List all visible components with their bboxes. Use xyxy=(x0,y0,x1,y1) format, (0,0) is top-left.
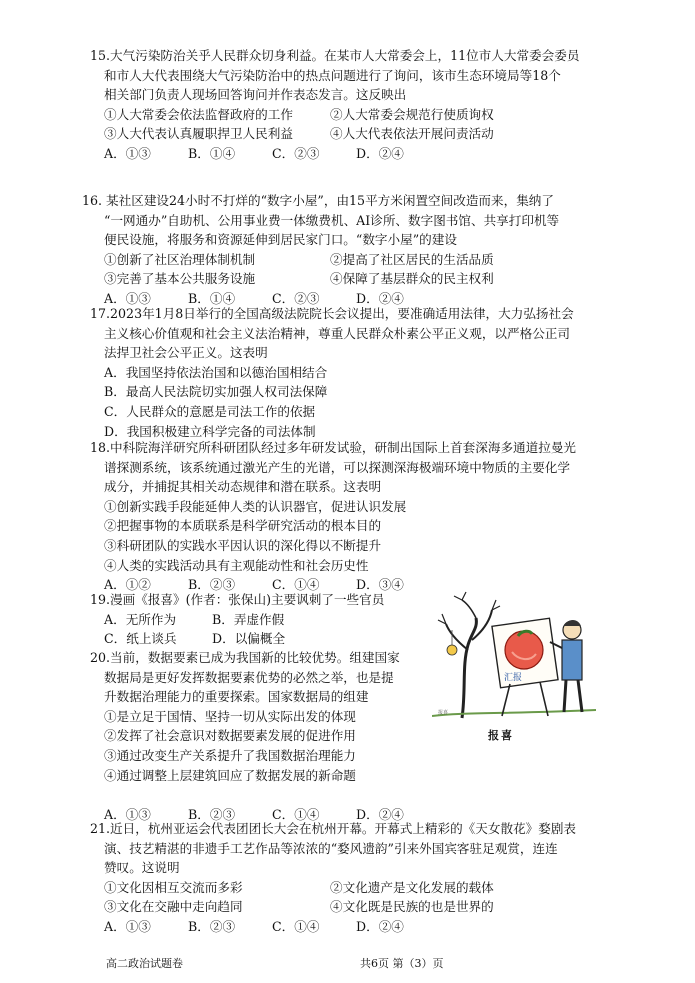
question-number: 17. xyxy=(90,306,111,321)
footer-title: 高二政治试题卷 xyxy=(106,957,183,970)
option-c[interactable]: C．①④ xyxy=(272,577,320,593)
question-20 xyxy=(90,648,424,825)
question-number: 18. xyxy=(90,440,111,455)
question-19-line-1: 19.漫画《报喜》(作者：张保山)主要讽刺了一些官员 xyxy=(90,592,385,607)
option-a[interactable]: A．我国坚持依法治国和以德治国相结合 xyxy=(104,364,328,380)
question-18 xyxy=(90,438,659,595)
option-d[interactable]: D．②④ xyxy=(356,918,404,934)
option-b[interactable]: B．①④ xyxy=(188,290,236,306)
option-a[interactable]: A．①③ xyxy=(104,807,151,823)
statement-3: ③通过改变生产关系提升了我国数据治理能力 xyxy=(104,747,356,763)
option-d[interactable]: D．②④ xyxy=(356,290,404,306)
option-a[interactable]: A．无所作为 xyxy=(104,611,177,627)
option-d[interactable]: D．②④ xyxy=(356,807,404,823)
statements-row: ③人大代表认真履职捍卫人民利益 ④人大代表依法开展问责活动 xyxy=(104,126,494,142)
question-18-line-2: 谱探测系统，该系统通过激光产生的光谱，可以探测深海极端环境中物质的主要化学 xyxy=(104,459,570,475)
option-a[interactable]: A．①③ xyxy=(104,145,151,161)
options-row xyxy=(104,610,424,630)
statement-4: ④通过调整上层建筑回应了数据发展的新命题 xyxy=(104,767,356,783)
question-16-line-2: “一网通办”自助机、公用事业费一体缴费机、AI诊所、数字图书馆、共享打印机等 xyxy=(104,212,560,228)
option-b[interactable]: B．最高人民法院切实加强人权司法保障 xyxy=(104,384,328,400)
sign-text: 汇报 xyxy=(504,673,523,683)
question-number: 21. xyxy=(90,821,111,836)
option-b[interactable]: B．②③ xyxy=(188,577,236,593)
question-number: 20. xyxy=(90,650,111,665)
question-18-line-1: 18.中科院海洋研究所科研团队经过多年研发试验，研制出国际上首套深海多通道拉曼光 xyxy=(90,440,576,455)
option-c[interactable]: C．纸上谈兵 xyxy=(104,631,177,647)
statement-2: ②把握事物的本质联系是科学研究活动的根本目的 xyxy=(104,518,382,534)
statements-row: ③完善了基本公共服务设施 ④保障了基层群众的民主权利 xyxy=(104,271,494,287)
option-b[interactable]: B．②③ xyxy=(188,807,236,823)
statements-row: ①创新了社区治理体制机制 ②提高了社区居民的生活品质 xyxy=(104,251,494,267)
question-15-line-1: 15.大气污染防治关乎人民群众切身利益。在某市人大常委会上，11位市人大常委会委员 xyxy=(90,48,580,63)
question-20-line-2: 数据局是更好发挥数据要素优势的必然之举，也是提 xyxy=(104,669,394,685)
question-19 xyxy=(90,590,424,649)
question-16 xyxy=(82,191,659,309)
statements-row: ①人大常委会依法监督政府的工作 ②人大常委会规范行使质询权 xyxy=(104,106,494,122)
question-number: 19. xyxy=(90,592,111,607)
option-c[interactable]: C．②③ xyxy=(272,145,320,161)
footer-page-number: 共6页 第（3）页 xyxy=(360,957,444,970)
options-row xyxy=(104,144,659,164)
question-18-line-3: 成分，并捕捉其相关动态规律和潜在联系。这表明 xyxy=(104,479,382,495)
options-row xyxy=(104,629,424,649)
question-15 xyxy=(90,46,659,164)
statement-1: ①是立足于国情、坚持一切从实际出发的体现 xyxy=(104,708,356,724)
option-c[interactable]: C．人民群众的意愿是司法工作的依据 xyxy=(104,403,316,419)
question-20-line-1: 20.当前，数据要素已成为我国新的比较优势。组建国家 xyxy=(90,650,400,665)
page-footer xyxy=(0,955,695,975)
option-d[interactable]: D．③④ xyxy=(356,577,404,593)
option-a[interactable]: A．①③ xyxy=(104,918,151,934)
statement-4: ④人类的实践活动具有主观能动性和社会历史性 xyxy=(104,557,369,573)
cartoon-small-label: 报喜 xyxy=(438,710,449,716)
option-c[interactable]: C．①④ xyxy=(272,918,320,934)
option-a[interactable]: A．①③ xyxy=(104,290,151,306)
question-15-line-3: 相关部门负责人现场回答询问并作表态发言。这反映出 xyxy=(104,87,407,103)
question-number: 16. xyxy=(82,193,103,208)
question-15-line-2: 和市人大代表围绕大气污染防治中的热点问题进行了询问，该市生态环境局等18个 xyxy=(104,67,561,83)
question-17-line-1: 17.2023年1月8日举行的全国高级法院院长会议提出，要准确适用法律，大力弘扬社会 xyxy=(90,306,574,321)
statement-1: ①创新实践手段能延伸人类的认识器官，促进认识发展 xyxy=(104,498,407,514)
statements-row: ③文化在交融中走向趋同 ④文化既是民族的也是世界的 xyxy=(104,899,494,915)
option-b[interactable]: B．①④ xyxy=(188,145,236,161)
option-c[interactable]: C．①④ xyxy=(272,807,320,823)
statement-3: ③科研团队的实践水平因认识的深化得以不断提升 xyxy=(104,537,382,553)
question-17-line-3: 法捍卫社会公平正义。这表明 xyxy=(104,345,268,361)
question-21-line-2: 演、技艺精湛的非遗手工艺作品等浓浓的“婺风遗韵”引来外国宾客驻足观赏，连连 xyxy=(104,840,558,856)
option-d[interactable]: D．②④ xyxy=(356,145,404,161)
option-d[interactable]: D．我国积极建立科学完备的司法体制 xyxy=(104,423,316,439)
option-c[interactable]: C．②③ xyxy=(272,290,320,306)
options-row xyxy=(104,917,659,937)
question-21-line-3: 赞叹。这说明 xyxy=(104,860,180,876)
question-20-line-3: 升数据治理能力的重要探索。国家数据局的组建 xyxy=(104,689,369,705)
question-17 xyxy=(90,304,659,441)
option-b[interactable]: B．②③ xyxy=(188,918,236,934)
cartoon-baoxi-image xyxy=(432,590,596,720)
option-a[interactable]: A．①② xyxy=(104,577,151,593)
question-21 xyxy=(90,819,659,937)
statements-row: ①文化因相互交流而多彩 ②文化遗产是文化发展的载体 xyxy=(104,879,494,895)
option-d[interactable]: D．以偏概全 xyxy=(212,631,286,647)
question-21-line-1: 21.近日，杭州亚运会代表团团长大会在杭州开幕。开幕式上精彩的《天女散花》婺剧表 xyxy=(90,821,576,836)
question-16-line-3: 便民设施，将服务和资源延伸到居民家门口。“数字小屋”的建设 xyxy=(104,232,457,248)
statement-2: ②发挥了社会意识对数据要素发展的促进作用 xyxy=(104,728,356,744)
question-number: 15. xyxy=(90,48,111,63)
question-16-line-1: 16. 某社区建设24小时不打烊的“数字小屋”，由15平方米闲置空间改造而来，集纳了 xyxy=(82,193,554,208)
cartoon-caption: 报喜 xyxy=(488,729,514,742)
question-17-line-2: 主义核心价值观和社会主义法治精神，尊重人民群众朴素公平正义观，以严格公正司 xyxy=(104,325,570,341)
option-b[interactable]: B．弄虚作假 xyxy=(212,611,285,627)
